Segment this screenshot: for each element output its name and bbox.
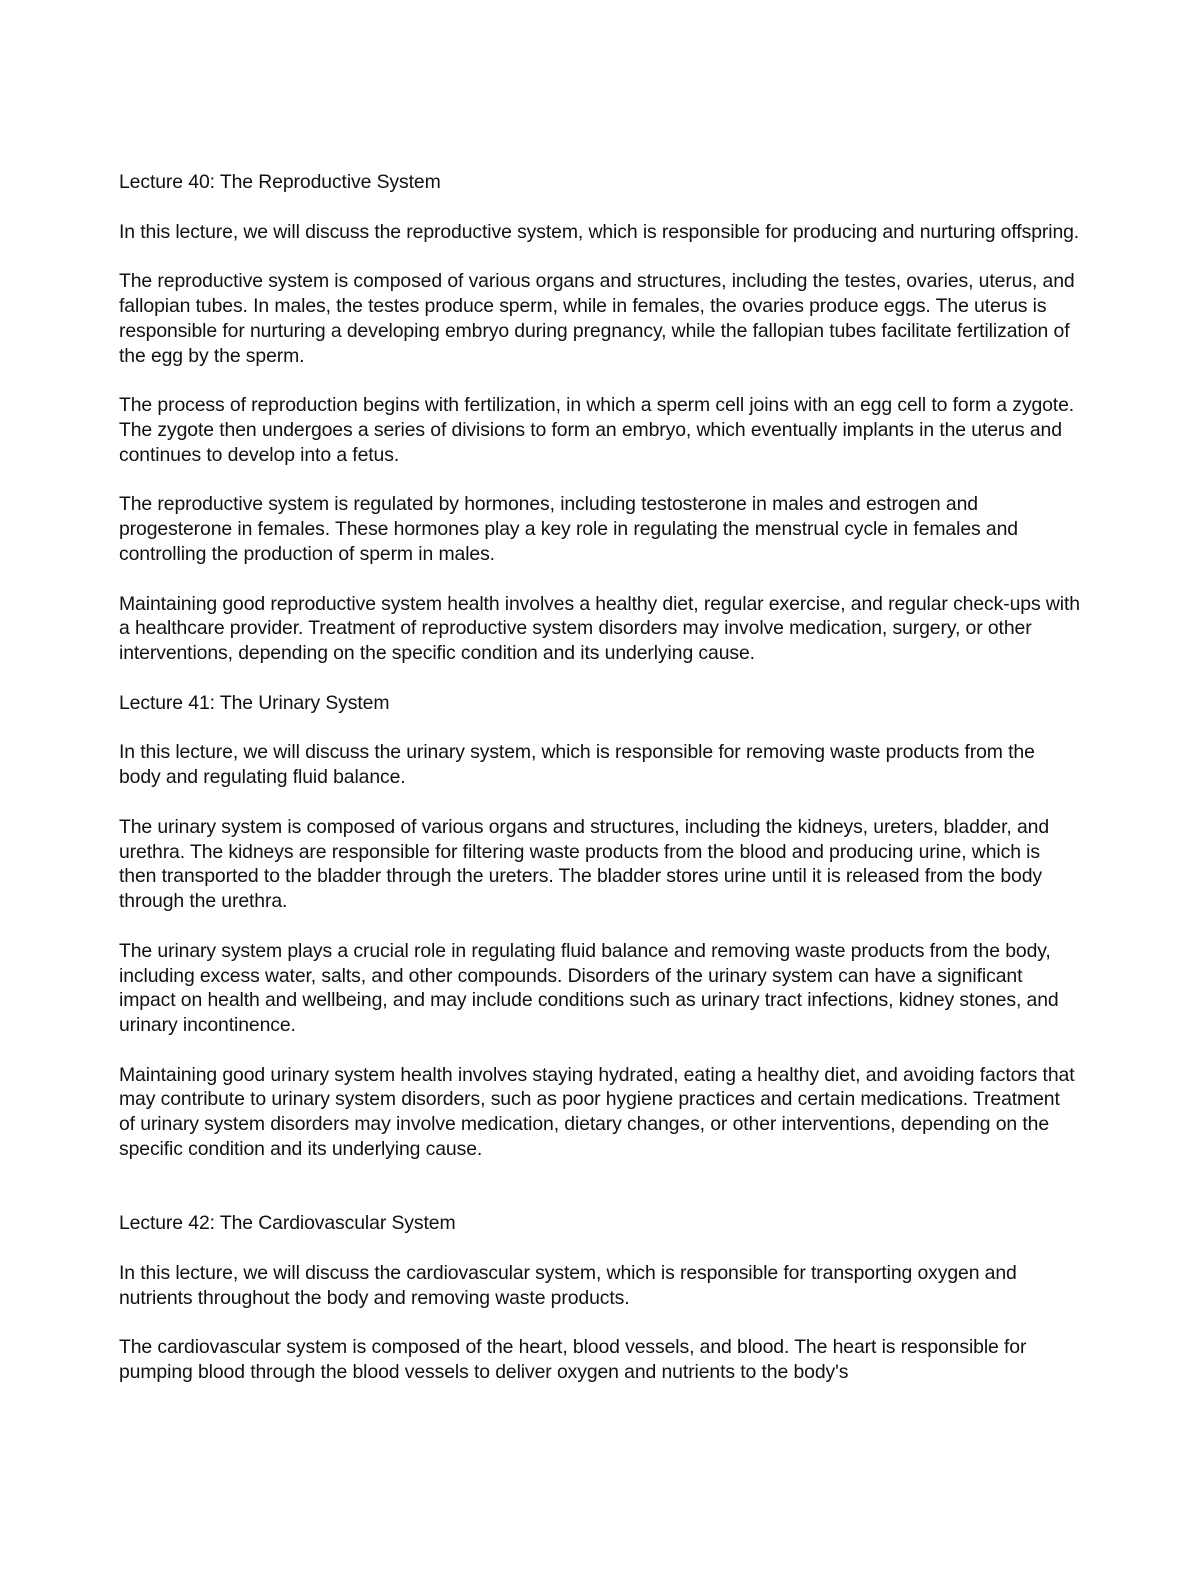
lecture-40-paragraph-organs: The reproductive system is composed of various organs and structures, including the testes, ovaries, uterus, and fallopian tubes. In males, the testes produce sperm, while in females, the ovaries produce eggs. The uterus is responsible for nurturing a developing embryo during pregnancy, while the fallopian tubes facilitate fertilization of the egg by the sperm.: [119, 270, 1075, 367]
lecture-42-heading: Lecture 42: The Cardiovascular System: [119, 1212, 456, 1235]
lecture-41-paragraph-health: Maintaining good urinary system health involves staying hydrated, eating a healthy diet, and avoiding factors that may contribute to urinary system disorders, such as poor hygiene practices and certain medications. Treatment of urinary system disorders may involve medication, dietary changes, or other interventions, depending on the specific condition and its underlying cause.: [119, 1063, 1075, 1161]
lecture-40-paragraph-health: Maintaining good reproductive system health involves a healthy diet, regular exercise, and regular check-ups with a healthcare provider. Treatment of reproductive system disorders may involve medication, surgery, or other interventions, depending on the specific condition and its underlying cause.: [119, 592, 1080, 665]
lecture-40-paragraph-hormones: The reproductive system is regulated by hormones, including testosterone in males and estrogen and progesterone in females. These hormones play a key role in regulating the menstrual cycle in females and controlling the production of sperm in males.: [119, 493, 1018, 565]
lecture-40-paragraph-process: The process of reproduction begins with fertilization, in which a sperm cell joins with an egg cell to form a zygote. The zygote then undergoes a series of divisions to form an embryo, which eventually implants in the uterus and continues to develop into a fetus.: [119, 394, 1075, 466]
lecture-41-heading: Lecture 41: The Urinary System: [119, 691, 390, 714]
lecture-42-paragraph-intro: In this lecture, we will discuss the cardiovascular system, which is responsible for transporting oxygen and nutrients throughout the body and removing waste products.: [119, 1262, 1017, 1309]
lecture-40-section: [119, 170, 1081, 666]
lecture-41-paragraph-intro: In this lecture, we will discuss the urinary system, which is responsible for removing waste products from the body and regulating fluid balance.: [119, 741, 1035, 789]
document-page: [119, 170, 1081, 1410]
lecture-41-paragraph-organs: The urinary system is composed of various organs and structures, including the kidneys, ureters, bladder, and urethra. The kidneys are responsible for filtering waste products from the blood and producing urine, which is then transported to the bladder through the ureters. The bladder stores urine until it is released from the body through the urethra.: [119, 815, 1050, 913]
lecture-40-heading: Lecture 40: The Reproductive System: [119, 171, 441, 193]
lecture-42-paragraph-composition: The cardiovascular system is composed of the heart, blood vessels, and blood. The heart is responsible for pumping blood through the blood vessels to deliver oxygen and nutrients to the body's: [119, 1336, 1027, 1384]
lecture-40-paragraph-intro: In this lecture, we will discuss the reproductive system, which is responsible for producing and nurturing offspring.: [119, 220, 1080, 243]
lecture-42-section: [119, 1211, 1081, 1385]
lecture-41-paragraph-role: The urinary system plays a crucial role in regulating fluid balance and removing waste products from the body, including excess water, salts, and other compounds. Disorders of the urinary system can have a significant impact on health and wellbeing, and may include conditions such as urinary tract infections, kidney stones, and urinary incontinence.: [119, 939, 1059, 1037]
lecture-41-section: [119, 691, 1081, 1162]
